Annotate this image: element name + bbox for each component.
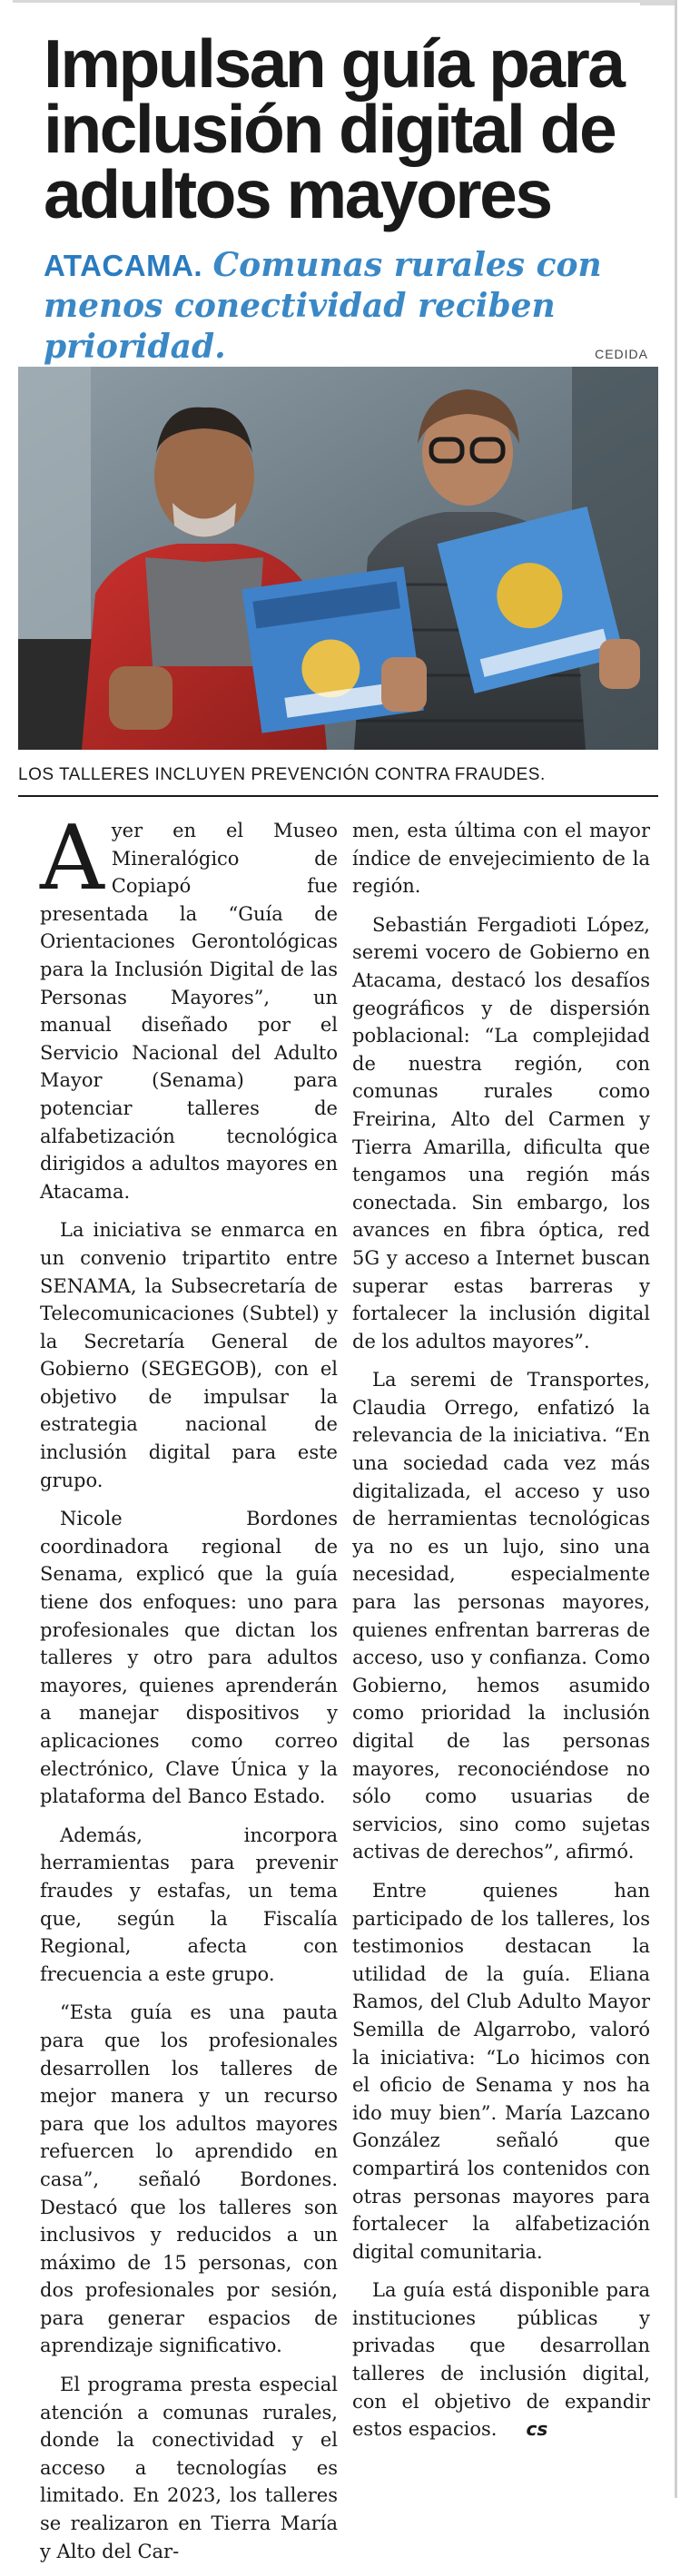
caption-rule [18,795,658,797]
headline: Impulsan guía para inclusión digital de adultos mayores [44,25,624,232]
kicker [44,245,643,368]
kicker-label: ATACAMA. [44,249,203,282]
article-photo [18,367,658,750]
top-rule [13,0,676,3]
paragraph: men, esta última con el mayor índice de envejecimiento de la región. [352,820,650,898]
paragraph: La seremi de Transportes, Claudia Orrego, enfatizó la relevancia de la iniciativa. “En una sociedad cada vez más digitalizada, el acceso y uso de herramientas tecnológicas ya no es un lujo, sino una necesidad, especialmente para las personas mayores, quienes enfrentan barreras de acceso, uso y confianza. Como Gobierno, hemos asumido como prioridad la inclusión digital de las personas mayores, reconociéndose no sólo como usuarias de servicios, sino como sujetas activas de derechos”, afirmó. [352,1369,650,1863]
body-column-left [40,807,338,2576]
photo-credit: CEDIDA [595,347,648,361]
paragraph: Entre quienes han participado de los talleres, los testimonios destacan la utilidad de la guía. Eliana Ramos, del Club Adulto Mayor Semilla de Algarrobo, valoró la iniciativa: “Lo hicimos con el oficio de Senama y nos ha ido muy bien”. María Lazcano González señaló que compartirá los contenidos con otras personas mayores para fortalecer la alfabetización digital comunitaria. [352,1879,650,2263]
paragraph: Nicole Bordones coordinadora regional de Senama, explicó que la guía tiene dos enfoques: uno para profesionales que dictan los talleres y otro para adultos mayores, quienes aprenderán a manejar dispositivos y aplicaciones como correo electrónico, Clave Única y la plataforma del Banco Estado. [40,1508,338,1808]
photo-caption: LOS TALLERES INCLUYEN PREVENCIÓN CONTRA FRAUDES. [18,765,546,784]
kicker-text: Comunas rurales con menos conectividad reciben prioridad. [44,246,602,366]
paragraph: “Esta guía es una pauta para que los profesionales desarrollen los talleres de mejor manera y un recurso para que los adultos mayores refuercen lo aprendido en casa”, señaló Bordones. Destacó que los talleres son inclusivos y reducidos a un máximo de 15 personas, con dos profesionales por sesión, para generar espacios de aprendizaje significativo. [40,2001,338,2357]
end-of-article-mark: cs [526,2418,548,2441]
paragraph: La guía está disponible para instituciones públicas y privadas que desarrollan talleres de inclusión digital, con el objetivo de expandir estos espacios. cs [352,2276,650,2443]
paragraph: Además, incorpora herramientas para prevenir fraudes y estafas, un tema que, según la Fiscalía Regional, afecta con frecuencia a este grupo. [40,1824,338,1985]
paragraph: Sebastián Fergadioti López, seremi vocero de Gobierno en Atacama, destacó los desafíos geográficos y de dispersión poblacional: “La complejidad de nuestra región, con comunas rurales como Freirina, Alto del Carmen y Tierra Amarilla, dificulta que tengamos una región más conectada. Sin embargo, los avances en fibra óptica, red 5G y acceso a Internet buscan superar estas barreras y fortalecer la inclusión digital de los adultos mayores”. [352,913,650,1352]
right-page-rule [675,0,677,2498]
body-column-right [352,817,650,2454]
paragraph: La iniciativa se enmarca en un convenio tripartito entre SENAMA, la Subsecretaría de Telecomunicaciones (Subtel) y la Secretaría General de Gobierno (SEGEGOB), con el objetivo de impulsar la estrategia nacional de inclusión digital para este grupo. [40,1219,338,1491]
paragraph: El programa presta especial atención a comunas rurales, donde la conectividad y el acceso a tecnologías es limitado. En 2023, los talleres se realizaron en Tierra María y Alto del Car- [40,2374,338,2562]
paragraph: Ayer en el Museo Mineralógico de Copiapó fue presentada la “Guía de Orientaciones Gerontológicas para la Inclusión Digital de las Personas Mayores”, un manual diseñado por el Servicio Nacional del Adulto Mayor (Senama) para potenciar talleres de alfabetización tecnológica dirigidos a adultos mayores en Atacama. [40,807,338,1203]
dropcap: A [40,807,104,910]
